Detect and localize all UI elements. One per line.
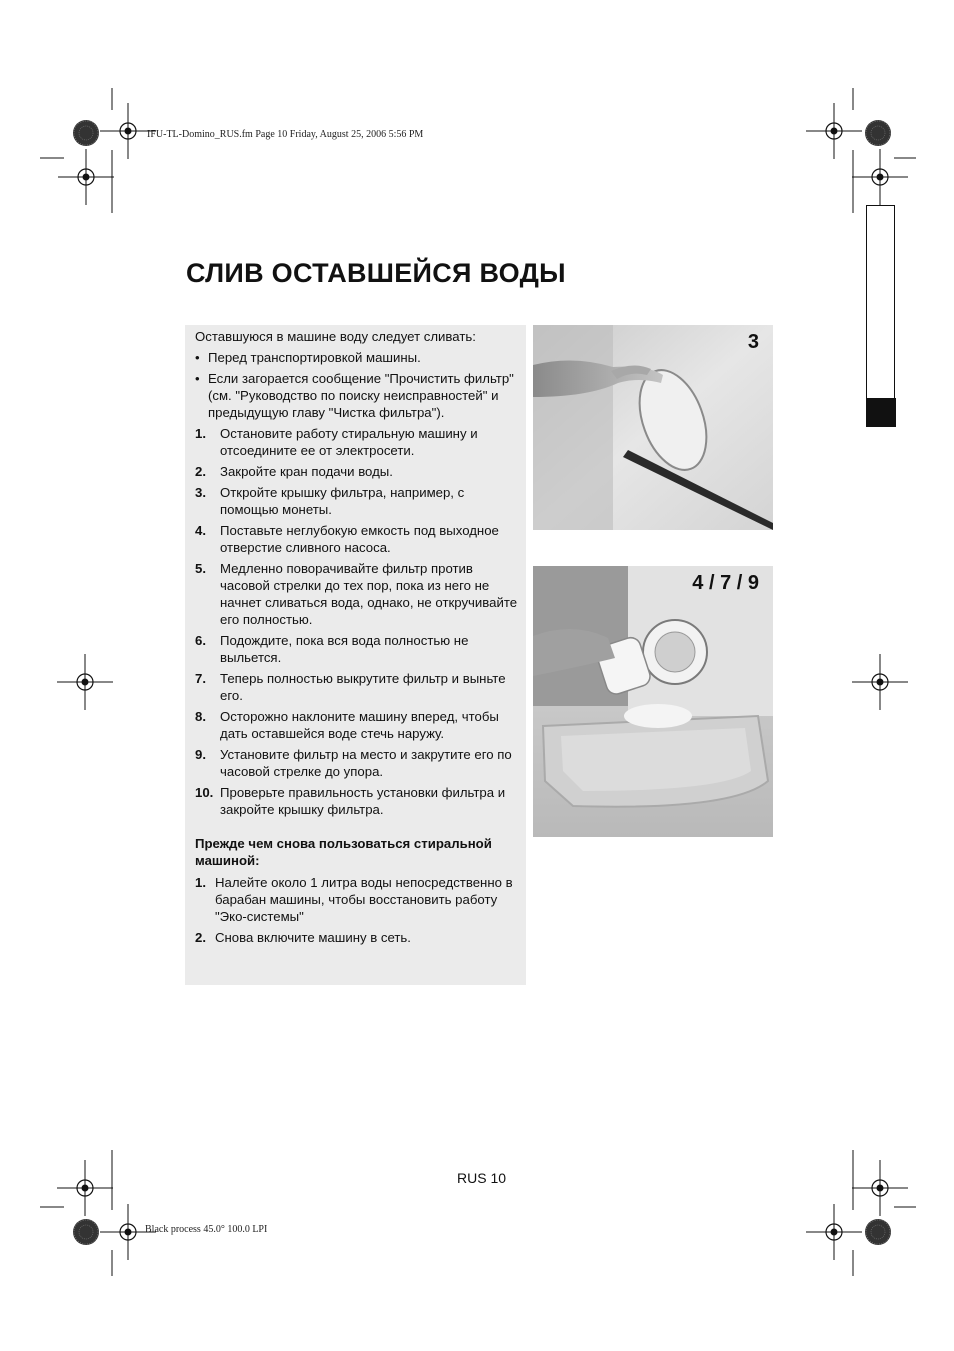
step-item: 2. Снова включите машину в сеть. xyxy=(195,930,411,945)
step-item: 5. Медленно поворачивайте фильтр против часовой стрелки до тех пор, пока из него не начнет сливаться вода, однако, не откручивайте его полностью. xyxy=(195,561,518,627)
section-tab-marker xyxy=(866,398,896,427)
bullet-item: • Если загорается сообщение "Прочистить фильтр" (см. "Руководство по поиску неисправностей" и предыдущую главу "Чистка фильтра"). xyxy=(195,371,514,420)
step-item: 4. Поставьте неглубокую емкость под выходное отверстие сливного насоса. xyxy=(195,523,499,555)
step-item: 3. Откройте крышку фильтра, например, с помощью монеты. xyxy=(195,485,465,517)
step-item: 1. Налейте около 1 литра воды непосредственно в барабан машины, чтобы восстановить работу "Эко-системы" xyxy=(195,875,513,924)
instructions-panel xyxy=(185,325,526,985)
page-title: СЛИВ ОСТАВШЕЙСЯ ВОДЫ xyxy=(186,258,566,288)
photo-step-label: 3 xyxy=(747,331,759,353)
step-item: 7. Теперь полностью выкрутите фильтр и выньте его. xyxy=(195,671,506,703)
section-tab-outline xyxy=(866,205,895,399)
page-number: RUS 10 xyxy=(457,1170,507,1186)
before-use-heading: Прежде чем снова пользоваться стиральной машиной: xyxy=(195,836,492,868)
step-item: 1. Остановите работу стиральную машину и отсоедините ее от электросети. xyxy=(195,426,478,458)
step-item: 6. Подождите, пока вся вода полностью не выльется. xyxy=(195,633,469,665)
drain-steps-list xyxy=(195,425,520,818)
step-item: 8. Осторожно наклоните машину вперед, чтобы дать оставшейся воде стечь наружу. xyxy=(195,709,499,741)
print-footer-meta: Black process 45.0° 100.0 LPI xyxy=(145,1224,268,1235)
step-item: 9. Установите фильтр на место и закрутите его по часовой стрелке до упора. xyxy=(195,747,512,779)
bullet-item: • Перед транспортировкой машины. xyxy=(195,350,421,365)
photo-drain-container xyxy=(533,566,773,837)
photo-open-filter-cover xyxy=(533,325,773,530)
intro-text: Оставшуюся в машине воду следует сливать: xyxy=(195,329,476,344)
print-header-meta: IFU-TL-Domino_RUS.fm Page 10 Friday, August 25, 2006 5:56 PM xyxy=(147,129,424,140)
drain-illustration xyxy=(533,566,773,837)
before-use-steps-list xyxy=(195,874,520,946)
step-item: 2. Закройте кран подачи воды. xyxy=(195,464,393,479)
step-item: 10. Проверьте правильность установки фильтра и закройте крышку фильтра. xyxy=(195,785,506,817)
filter-cover-illustration xyxy=(533,325,773,530)
photo-step-label: 4 / 7 / 9 xyxy=(692,572,759,594)
